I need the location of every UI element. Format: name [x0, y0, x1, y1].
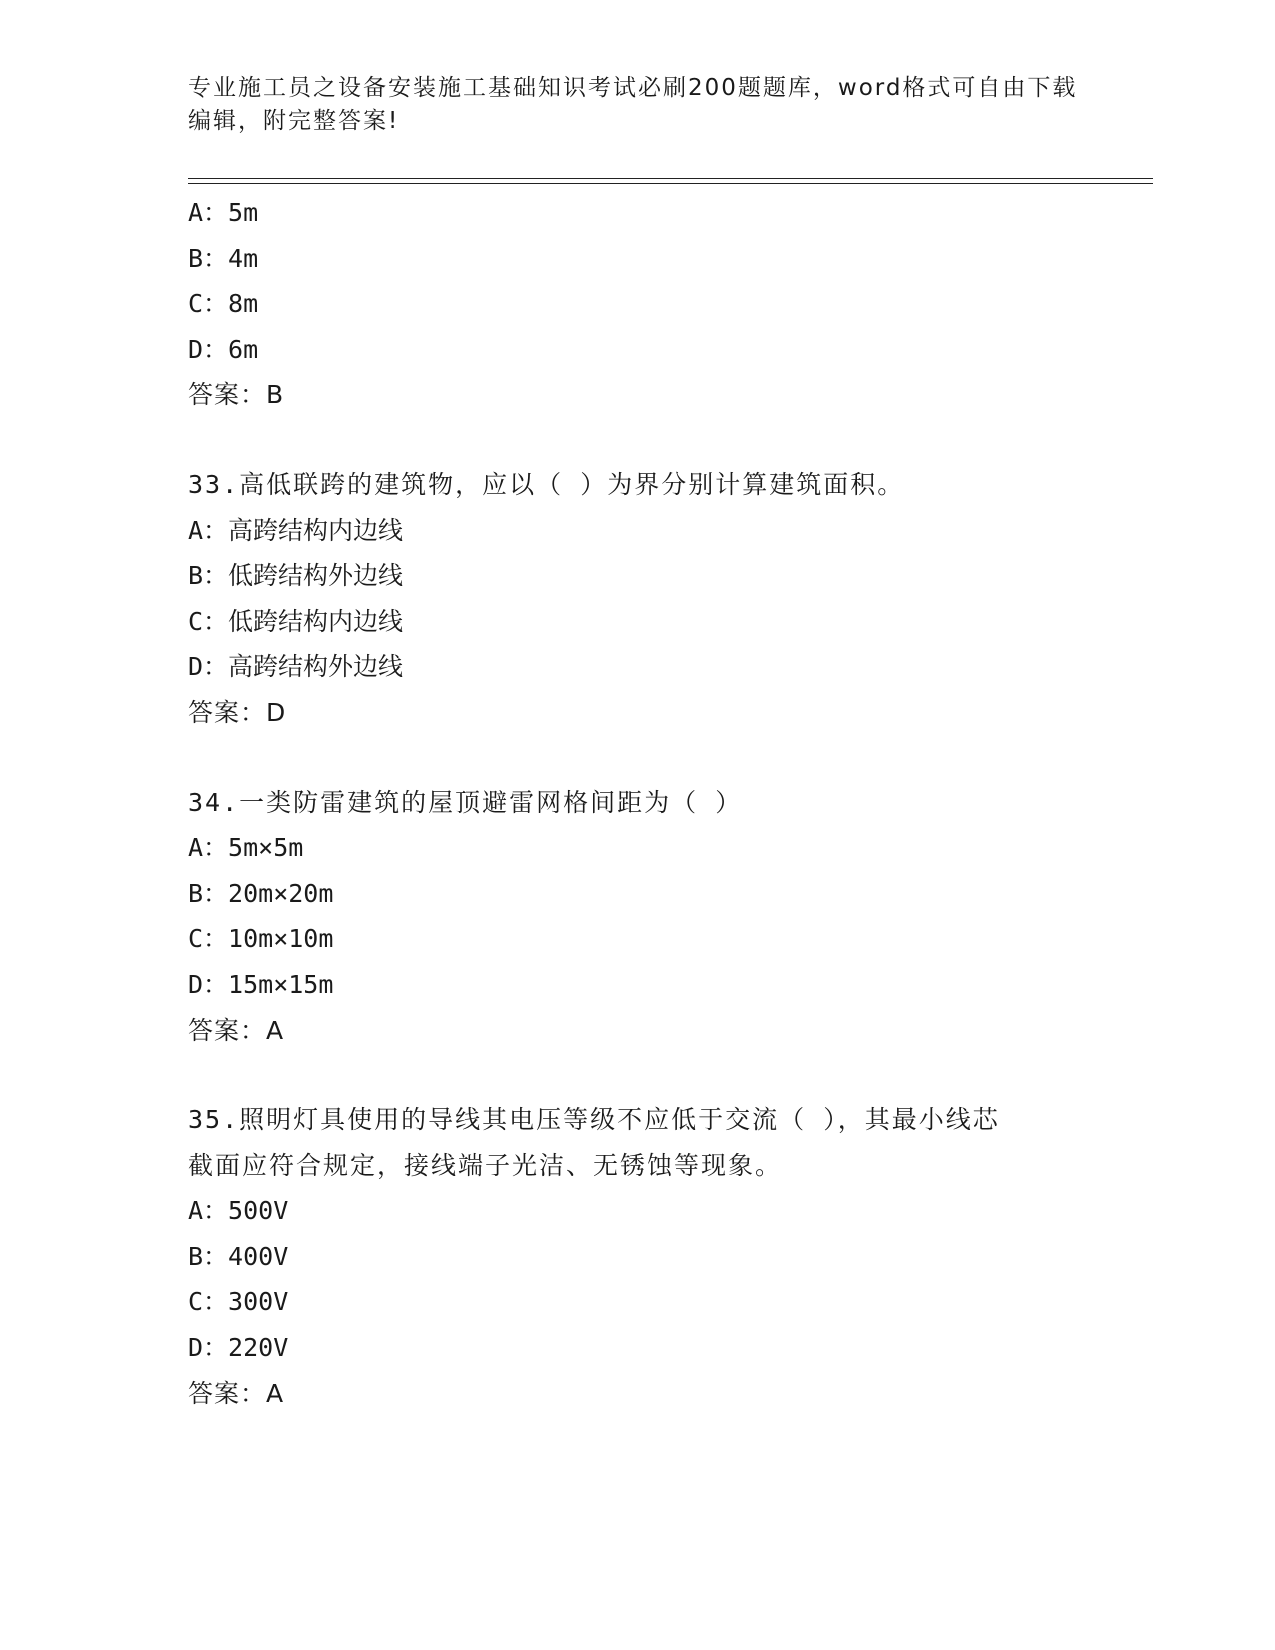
option-a: A：5m — [188, 198, 259, 227]
answer-line: 答案：D — [188, 697, 287, 727]
option-c: C：10m×10m — [188, 924, 334, 954]
question-stem: 33.高低联跨的建筑物，应以（ ）为界分别计算建筑面积。 — [188, 469, 905, 499]
header-divider-top — [188, 178, 1153, 179]
option-d: D：220V — [188, 1333, 289, 1363]
question-stem-line-2: 截面应符合规定，接线端子光洁、无锈蚀等现象。 — [188, 1150, 783, 1180]
option-c: C：300V — [188, 1287, 289, 1317]
option-b: B：400V — [188, 1241, 289, 1271]
option-b: B：4m — [188, 243, 259, 273]
question-block-prev — [188, 190, 1088, 418]
question-stem-line-1: 35.照明灯具使用的导线其电压等级不应低于交流（ ），其最小线芯 — [188, 1105, 1000, 1135]
answer-line: 答案：A — [188, 1015, 285, 1045]
option-b: B：20m×20m — [188, 878, 334, 908]
option-a: A：高跨结构内边线 — [188, 515, 404, 545]
spacer — [188, 1053, 1088, 1097]
question-stem: 34.一类防雷建筑的屋顶避雷网格间距为（ ） — [188, 787, 743, 817]
question-block-33 — [188, 462, 1088, 736]
question-list — [188, 190, 1088, 1416]
option-d: D：6m — [188, 334, 259, 364]
option-b: B：低跨结构外边线 — [188, 561, 404, 591]
document-header — [188, 72, 1088, 138]
spacer — [188, 736, 1088, 780]
question-block-35 — [188, 1097, 1088, 1416]
answer-line: 答案：B — [188, 380, 285, 410]
question-block-34 — [188, 780, 1088, 1054]
spacer — [188, 418, 1088, 462]
option-c: C：低跨结构内边线 — [188, 606, 404, 636]
option-c: C：8m — [188, 289, 259, 319]
answer-line: 答案：A — [188, 1378, 285, 1408]
header-divider-bottom — [188, 183, 1153, 184]
option-a: A：5m×5m — [188, 833, 304, 863]
header-line-2: 编辑，附完整答案! — [188, 108, 400, 134]
header-line-1: 专业施工员之设备安装施工基础知识考试必刷200题题库，word格式可自由下载 — [188, 75, 1078, 101]
option-a: A：500V — [188, 1196, 289, 1226]
option-d: D：高跨结构外边线 — [188, 652, 404, 682]
option-d: D：15m×15m — [188, 969, 334, 999]
